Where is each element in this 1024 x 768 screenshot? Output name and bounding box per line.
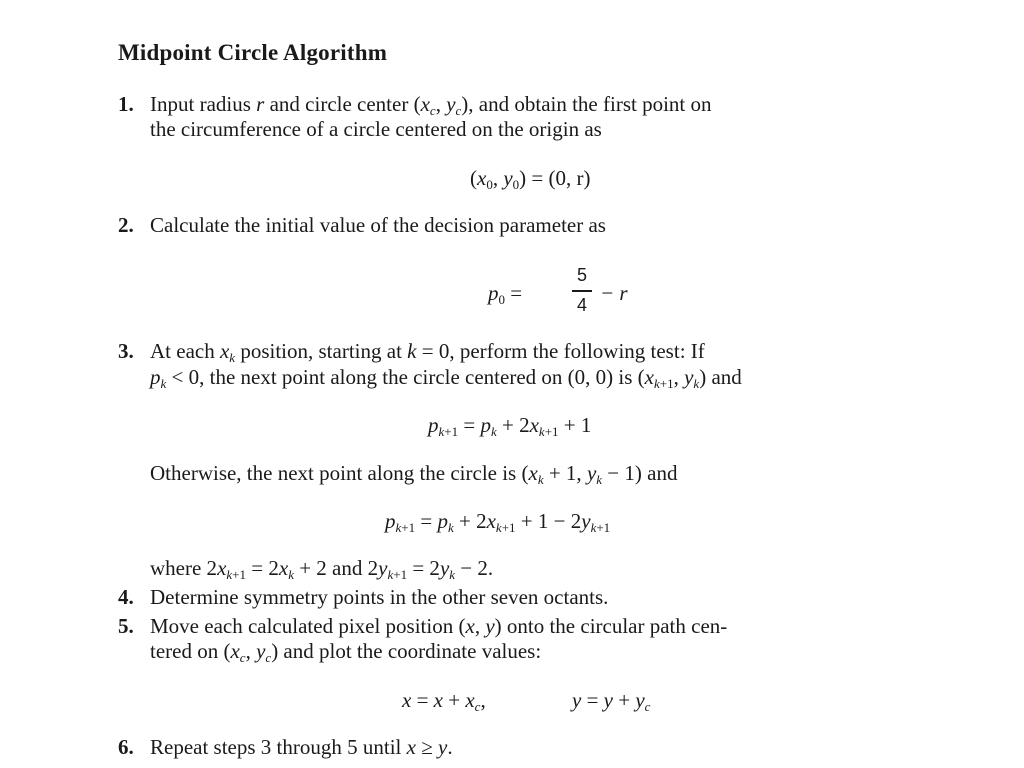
step-5-line-2: tered on ($x_c$, $y_c$) and plot the coordinate values: xyxy=(150,639,542,665)
page-title: Midpoint Circle Algorithm xyxy=(118,40,388,65)
step-5-equation-y: $y = y + y_c$ xyxy=(572,688,651,714)
step-2-fraction-numerator: 5 xyxy=(576,265,587,285)
step-1-line-1: Input radius r and circle center ($x_c$, $y_c$), and obtain the first point on xyxy=(150,92,712,118)
step-1-equation: ($x_0$, $y_0) = (0$, r) xyxy=(470,166,591,192)
step-6-number: 6. xyxy=(118,735,134,759)
step-4-line-1: Determine symmetry points in the other seven octants. xyxy=(150,585,609,609)
step-2-fraction-bar xyxy=(572,290,592,292)
step-3-equation-1: $p_{k+1} = p_k + 2x_{k+1} + 1$ xyxy=(428,413,592,439)
step-3-otherwise-line: Otherwise, the next point along the circle is ($x_k + 1$, $y_k - 1$) and xyxy=(150,461,678,487)
step-2-equation-lhs: $p_0$ = xyxy=(488,281,523,307)
step-1-number: 1. xyxy=(118,92,134,116)
step-2-fraction-denominator: 4 xyxy=(576,295,587,315)
step-5-line-1: Move each calculated pixel position (x, y) onto the circular path cen- xyxy=(150,614,728,638)
step-6-line-1: Repeat steps 3 through 5 until x ≥ y. xyxy=(150,735,453,759)
step-5-equation-x: $x = x + x_c$, xyxy=(402,688,486,714)
step-2-equation-rhs: − r xyxy=(600,281,628,305)
step-5-number: 5. xyxy=(118,614,134,638)
step-3-equation-2: $p_{k+1} = p_k + 2x_{k+1} + 1 - 2y_{k+1}$ xyxy=(385,509,611,535)
step-3-where-line: where $2x_{k+1} = 2x_k + 2$ and $2y_{k+1} = 2y_k - 2$. xyxy=(150,556,494,582)
step-2-number: 2. xyxy=(118,213,134,237)
step-4-number: 4. xyxy=(118,585,134,609)
step-3-number: 3. xyxy=(118,339,134,363)
step-2-line-1: Calculate the initial value of the decision parameter as xyxy=(150,213,606,237)
step-3-line-1: At each $x_k$ position, starting at k = 0, perform the following test: If xyxy=(150,339,705,365)
step-1-line-2: the circumference of a circle centered on the origin as xyxy=(150,117,602,141)
step-3-line-2: $p_k < 0$, the next point along the circle centered on (0, 0) is ($x_{k+1}$, $y_k$) and xyxy=(150,365,742,391)
